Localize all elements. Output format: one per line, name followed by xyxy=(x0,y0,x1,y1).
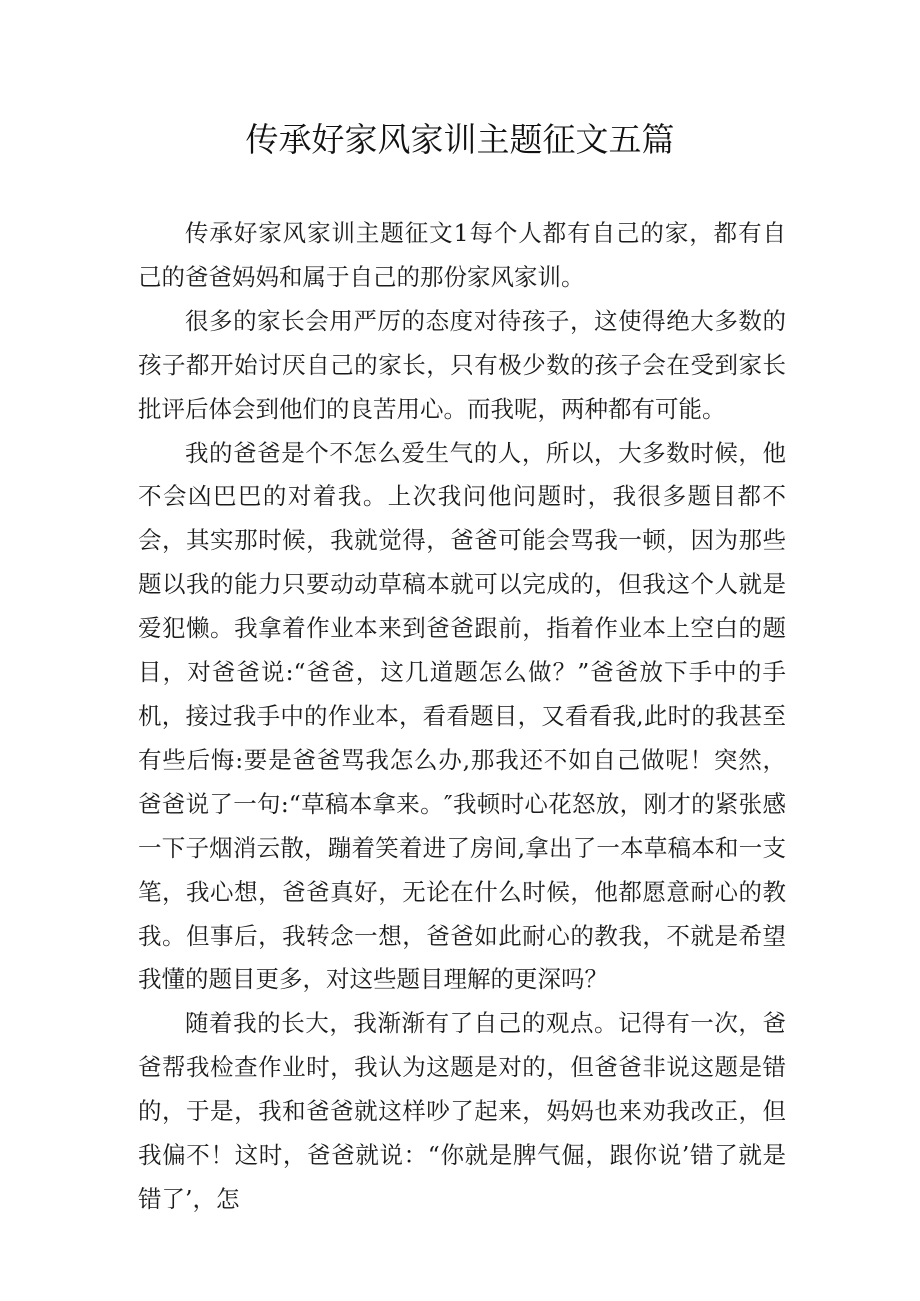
document-body xyxy=(138,212,786,1222)
paragraph-2: 很多的家长会用严厉的态度对待孩子，这使得绝大多数的孩子都开始讨厌自己的家长，只有极少数的孩子会在受到家长批评后体会到他们的良苦用心。而我呢，两种都有可能。 xyxy=(138,306,786,423)
paragraph-4: 随着我的长大，我渐渐有了自己的观点。记得有一次，爸爸帮我检查作业时，我认为这题是对的，但爸爸非说这题是错的，于是，我和爸爸就这样吵了起来，妈妈也来劝我改正，但我偏不！这时，爸爸就说：“你就是脾气倔，跟你说’错了就是错了’，怎 xyxy=(138,1009,786,1213)
paragraph-1: 传承好家风家训主题征文1每个人都有自己的家，都有自己的爸爸妈妈和属于自己的那份家风家训。 xyxy=(138,219,786,291)
paragraph-3: 我的爸爸是个不怎么爱生气的人，所以，大多数时候，他不会凶巴巴的对着我。上次我问他问题时，我很多题目都不会，其实那时候，我就觉得，爸爸可能会骂我一顿，因为那些题以我的能力只要动动草稿本就可以完成的，但我这个人就是爱犯懒。我拿着作业本来到爸爸跟前，指着作业本上空白的题目，对爸爸说:“爸爸，这几道题怎么做？”爸爸放下手中的手机，接过我手中的作业本，看看题目，又看看我,此时的我甚至有些后悔:要是爸爸骂我怎么办,那我还不如自己做呢！突然，爸爸说了一句:“草稿本拿来。″我顿时心花怒放，刚才的紧张感一下子烟消云散，蹦着笑着进了房间,拿出了一本草稿本和一支笔，我心想，爸爸真好，无论在什么时候，他都愿意耐心的教我。但事后，我转念一想，爸爸如此耐心的教我，不就是希望我懂的题目更多，对这些题目理解的更深吗？ xyxy=(138,438,786,994)
page-title: 传承好家风家训主题征文五篇 xyxy=(245,120,675,159)
